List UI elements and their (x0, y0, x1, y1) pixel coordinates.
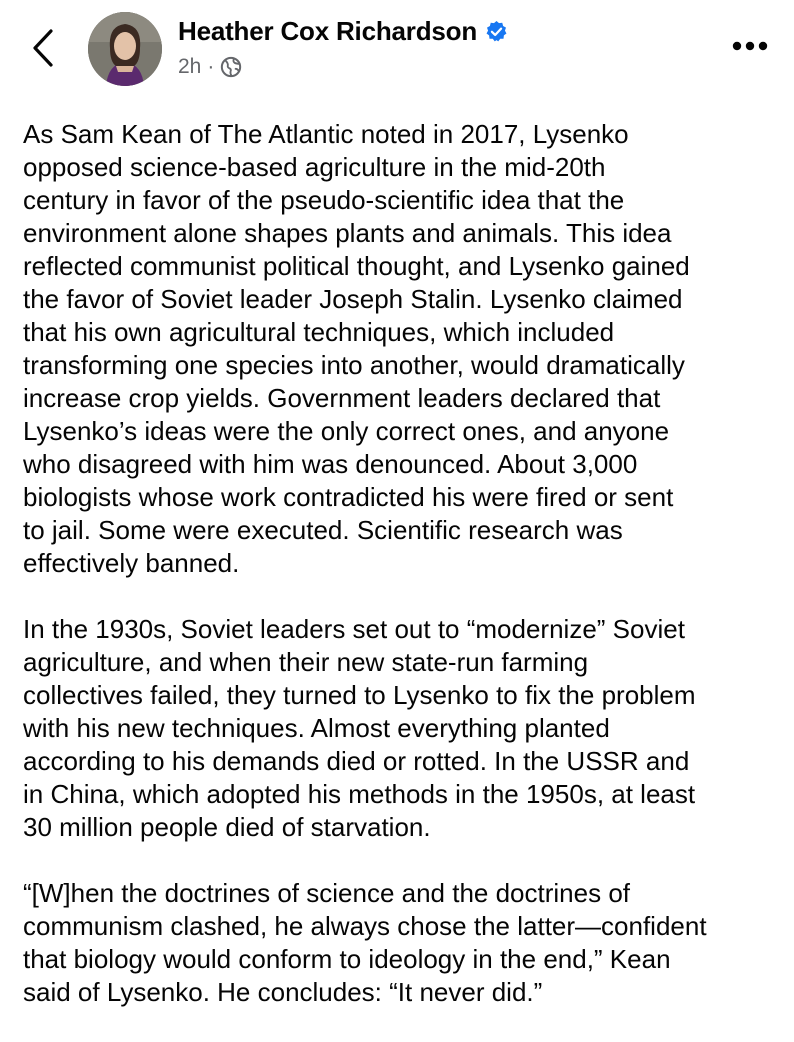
post-body (23, 118, 783, 1042)
chevron-left-icon (32, 29, 54, 67)
meta-separator: · (207, 55, 215, 78)
verified-badge-icon (485, 20, 508, 43)
globe-icon[interactable] (220, 56, 242, 78)
post-meta (178, 55, 242, 79)
timestamp[interactable]: 2h (178, 55, 202, 78)
avatar-photo (88, 12, 162, 86)
author-name-text: Heather Cox Richardson (178, 16, 478, 46)
post-paragraph: As Sam Kean of The Atlantic noted in 2017, Lysenko opposed science-based agriculture in the mid-20th century in favor of the pseudo-scientific idea that the environment alone shapes plants and animals. This idea reflected communist political thought, and Lysenko gained the favor of Soviet leader Joseph Stalin. Lysenko claimed that his own agricultural techniques, which included transforming one species into another, would dramatically increase crop yields. Government leaders declared that Lysenko’s ideas were the only correct ones, and anyone who disagreed with him was denounced. About 3,000 biologists whose work contradicted his were fired or sent to jail. Some were executed. Scientific research was effectively banned. (23, 119, 690, 578)
back-button[interactable] (26, 28, 60, 68)
post-header (0, 0, 794, 100)
more-horizontal-icon (732, 41, 768, 51)
more-options-button[interactable] (730, 34, 770, 58)
post-paragraph: In the 1930s, Soviet leaders set out to “modernize” Soviet agriculture, and when their new state-run farming collectives failed, they turned to Lysenko to fix the problem with his new techniques. Almost everything planted according to his demands died or rotted. In the USSR and in China, which adopted his methods in the 1950s, at least 30 million people died of starvation. (23, 614, 696, 842)
author-name[interactable] (178, 16, 508, 47)
avatar[interactable] (88, 12, 162, 86)
post-paragraph: “[W]hen the doctrines of science and the doctrines of communism clashed, he always chose the latter—confident that biology would conform to ideology in the end,” Kean said of Lysenko. He concludes: “It never did.” (23, 878, 707, 1007)
